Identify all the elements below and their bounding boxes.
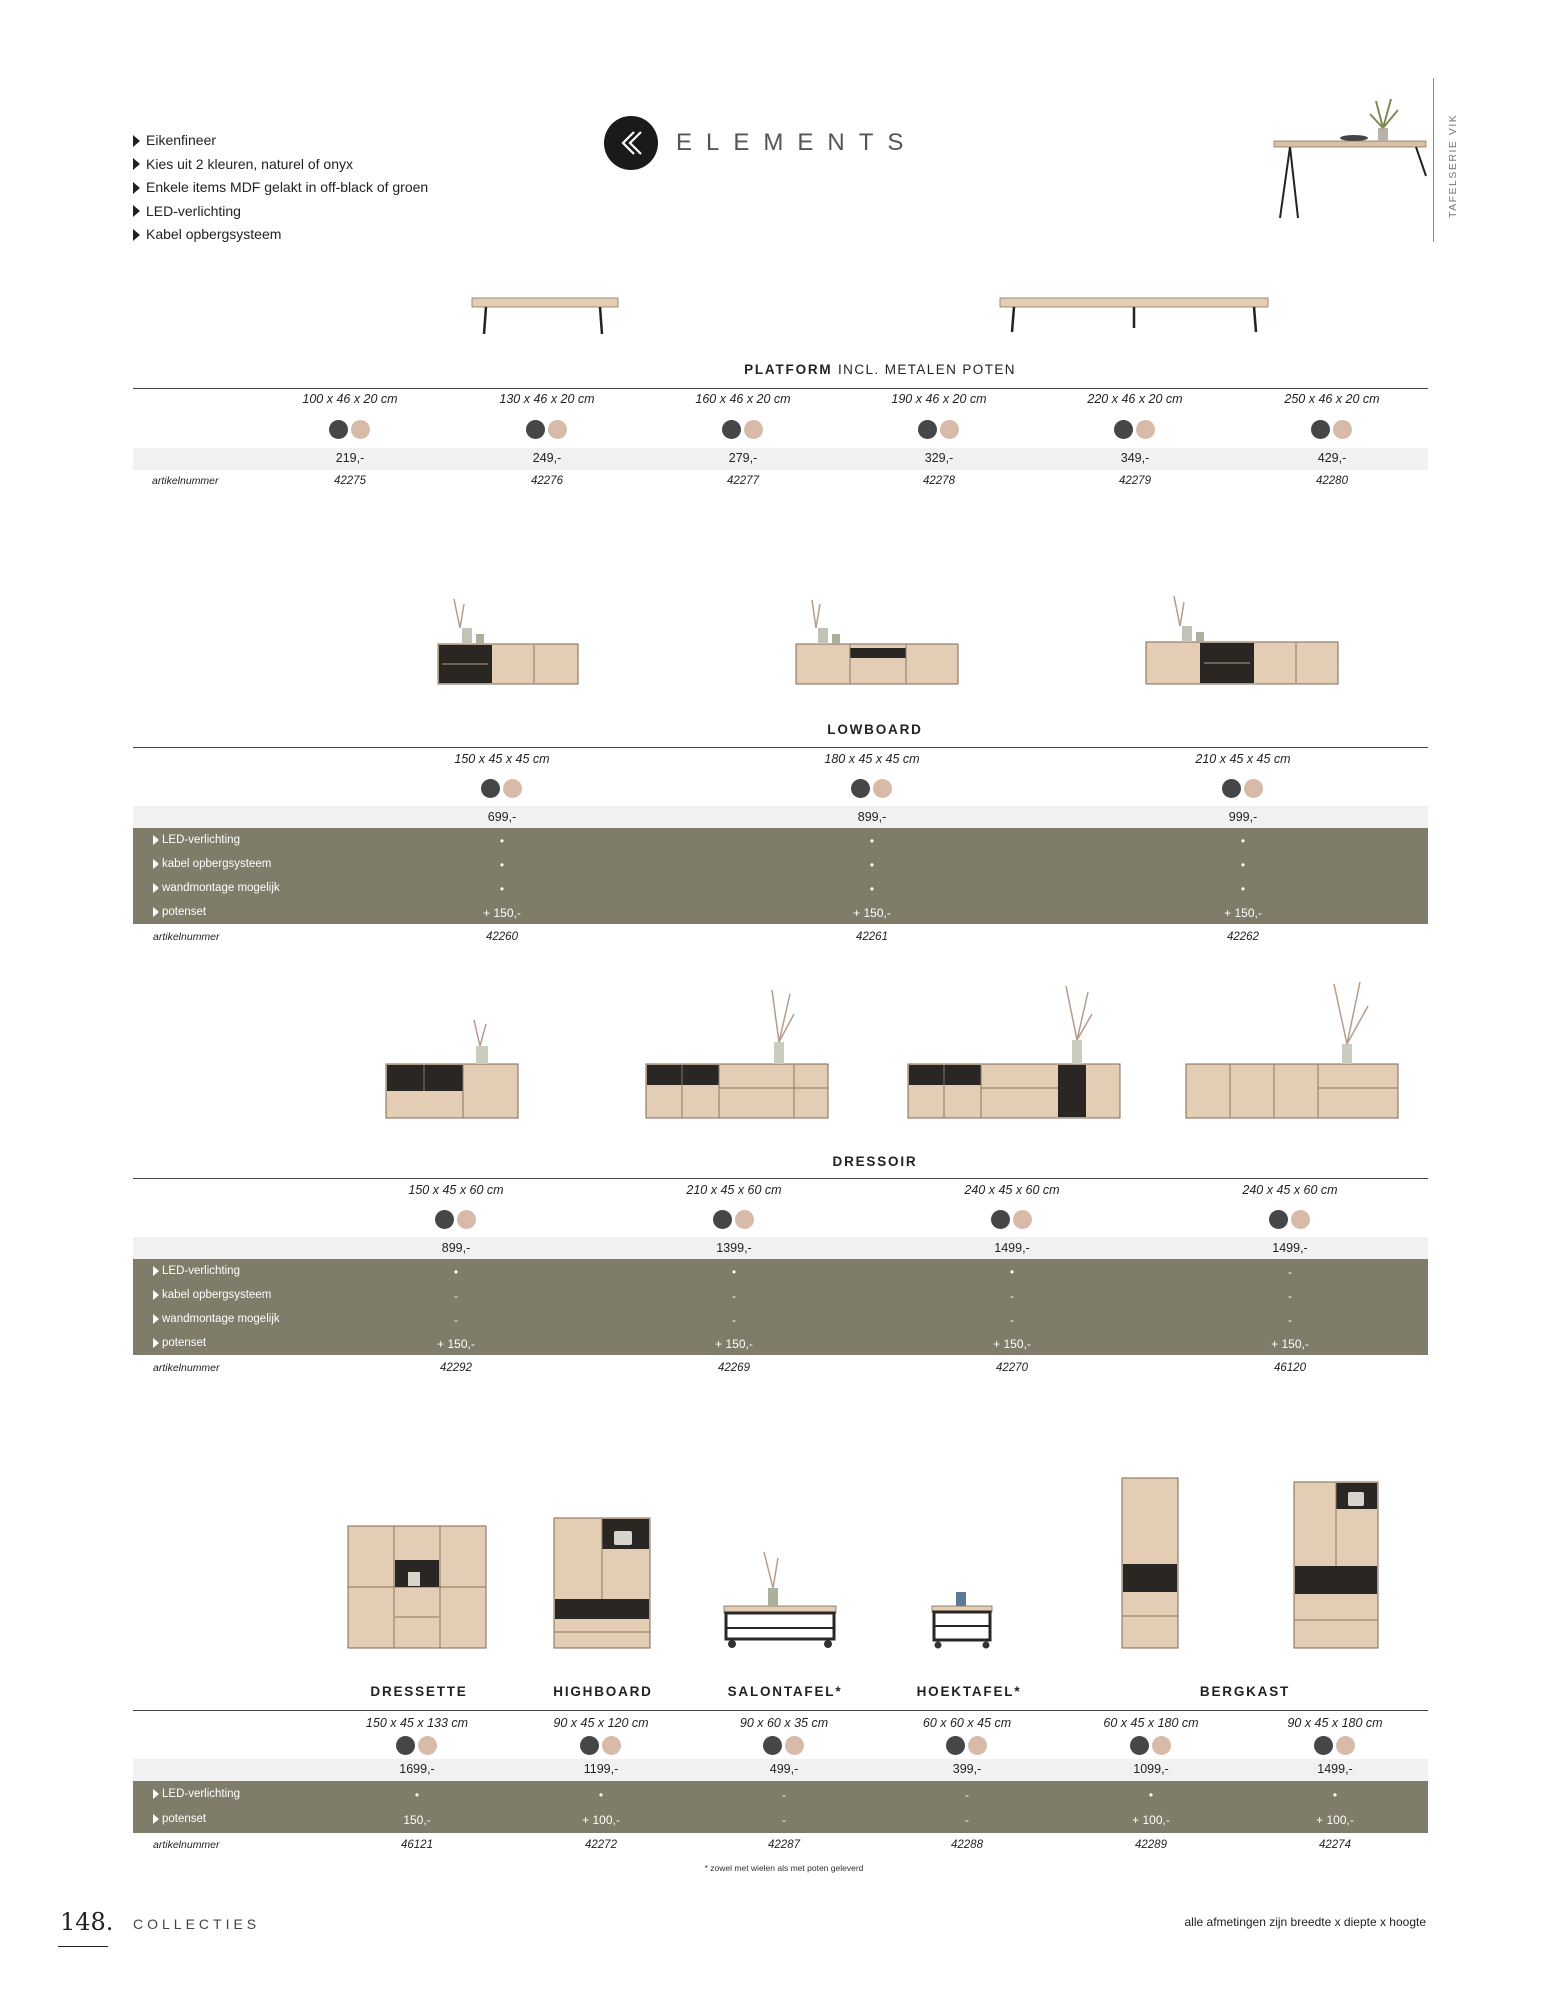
naturel-swatch — [744, 420, 763, 439]
lowboard-150-image — [436, 594, 580, 686]
side-caption: TAFELSERIE VIK — [1447, 113, 1459, 218]
naturel-swatch — [1333, 420, 1352, 439]
article-number: 42277 — [727, 475, 759, 487]
feature-label: kabel opbergsysteem — [153, 1289, 271, 1301]
price: 429,- — [1317, 451, 1347, 465]
color-swatches — [1130, 1736, 1171, 1755]
triangle-bullet-icon — [153, 1789, 159, 1799]
feature-list — [133, 129, 428, 247]
article-number: 42289 — [1135, 1839, 1167, 1851]
color-swatches — [991, 1210, 1032, 1229]
dimension: 90 x 60 x 35 cm — [739, 1716, 829, 1730]
onyx-swatch — [1311, 420, 1330, 439]
price: 1499,- — [994, 1241, 1030, 1255]
article-number-label: artikelnummer — [153, 931, 220, 943]
dimension: 150 x 45 x 45 cm — [454, 752, 550, 766]
article-number: 42279 — [1119, 475, 1151, 487]
article-number: 42272 — [585, 1839, 617, 1851]
article-number: 42280 — [1316, 475, 1348, 487]
table-vik-image — [1266, 96, 1432, 224]
dimension: 150 x 45 x 60 cm — [408, 1183, 504, 1197]
feature-value: • — [1240, 858, 1246, 872]
feature-value: • — [414, 1788, 420, 1802]
feature-value: - — [782, 1813, 786, 1827]
naturel-swatch — [940, 420, 959, 439]
naturel-swatch — [785, 1736, 804, 1755]
onyx-swatch — [526, 420, 545, 439]
article-number: 42269 — [718, 1362, 750, 1374]
price: 699,- — [487, 810, 517, 824]
feature-value: + 100,- — [1132, 1813, 1170, 1827]
highboard-image — [552, 1516, 652, 1650]
price: 1499,- — [1272, 1241, 1308, 1255]
onyx-swatch — [918, 420, 937, 439]
triangle-bullet-icon — [153, 1814, 159, 1824]
price: 1199,- — [583, 1762, 619, 1776]
hoektafel-title: HOEKTAFEL* — [916, 1684, 1022, 1699]
price: 1399,- — [716, 1241, 752, 1255]
triangle-bullet-icon — [133, 158, 140, 170]
naturel-swatch — [1136, 420, 1155, 439]
section-name: COLLECTIES — [133, 1916, 261, 1932]
article-number-label: artikelnummer — [153, 1839, 220, 1851]
onyx-swatch — [851, 779, 870, 798]
dressoir-240-image — [906, 984, 1122, 1120]
color-swatches — [329, 420, 370, 439]
feature-value: + 150,- — [993, 1337, 1031, 1351]
salontafel-image — [722, 1548, 838, 1652]
bergkast-title: BERGKAST — [1199, 1684, 1291, 1699]
salontafel-title: SALONTAFEL* — [727, 1684, 843, 1699]
color-swatches — [396, 1736, 437, 1755]
dimension: 60 x 45 x 180 cm — [1103, 1716, 1199, 1730]
feature-value: - — [1288, 1289, 1292, 1303]
feature-value: + 150,- — [853, 906, 891, 920]
feature-value: • — [499, 858, 505, 872]
feature-value: + 150,- — [1271, 1337, 1309, 1351]
price: 279,- — [728, 451, 758, 465]
highboard-title: HIGHBOARD — [553, 1684, 653, 1699]
onyx-swatch — [580, 1736, 599, 1755]
color-swatches — [722, 420, 763, 439]
article-number: 42276 — [531, 475, 563, 487]
price: 1099,- — [1133, 1762, 1169, 1776]
color-swatches — [713, 1210, 754, 1229]
article-number-label: artikelnummer — [153, 1362, 220, 1374]
naturel-swatch — [418, 1736, 437, 1755]
hoektafel-image — [930, 1590, 994, 1652]
feature-label: potenset — [153, 1813, 206, 1825]
naturel-swatch — [602, 1736, 621, 1755]
naturel-swatch — [1244, 779, 1263, 798]
color-swatches — [526, 420, 567, 439]
feature-label: kabel opbergsysteem — [153, 858, 271, 870]
footnote: * zowel met wielen als met poten geleverd — [704, 1863, 864, 1873]
onyx-swatch — [946, 1736, 965, 1755]
feature-value: - — [965, 1788, 969, 1802]
feature-value: + 100,- — [582, 1813, 620, 1827]
triangle-bullet-icon — [153, 1338, 159, 1348]
feature-value: - — [1288, 1265, 1292, 1279]
price: 349,- — [1120, 451, 1150, 465]
triangle-bullet-icon — [153, 1266, 159, 1276]
feature-value: • — [869, 834, 875, 848]
dressoir-150-image — [384, 1018, 520, 1120]
article-number: 42287 — [768, 1839, 800, 1851]
dressoir-title: DRESSOIR — [832, 1154, 918, 1169]
color-swatches — [481, 779, 522, 798]
feature-label: LED-verlichting — [153, 1265, 240, 1277]
dimension: 240 x 45 x 60 cm — [964, 1183, 1060, 1197]
color-swatches — [851, 779, 892, 798]
triangle-bullet-icon — [133, 135, 140, 147]
dimension: 180 x 45 x 45 cm — [824, 752, 920, 766]
article-number: 42260 — [486, 931, 518, 943]
triangle-bullet-icon — [133, 182, 140, 194]
article-number: 42261 — [856, 931, 888, 943]
dimension: 160 x 46 x 20 cm — [695, 392, 791, 406]
onyx-swatch — [722, 420, 741, 439]
collection-name: ELEMENTS — [676, 129, 918, 156]
platform-title: PLATFORM INCL. METALEN POTEN — [744, 362, 1016, 377]
color-swatches — [1114, 420, 1155, 439]
onyx-swatch — [991, 1210, 1010, 1229]
price: 1699,- — [399, 1762, 435, 1776]
naturel-swatch — [1336, 1736, 1355, 1755]
feature-value: • — [499, 882, 505, 896]
onyx-swatch — [1114, 420, 1133, 439]
platform-short-image — [470, 296, 620, 340]
naturel-swatch — [351, 420, 370, 439]
triangle-bullet-icon — [153, 859, 159, 869]
dimension: 190 x 46 x 20 cm — [891, 392, 987, 406]
price: 249,- — [532, 451, 562, 465]
onyx-swatch — [1130, 1736, 1149, 1755]
naturel-swatch — [503, 779, 522, 798]
triangle-bullet-icon — [153, 835, 159, 845]
onyx-swatch — [713, 1210, 732, 1229]
article-number: 42275 — [334, 475, 366, 487]
dressette-image — [346, 1524, 488, 1650]
feature-value: + 150,- — [483, 906, 521, 920]
dimension: 210 x 45 x 45 cm — [1195, 752, 1291, 766]
feature-value: - — [732, 1313, 736, 1327]
feature-value: - — [454, 1313, 458, 1327]
price: 399,- — [952, 1762, 982, 1776]
color-swatches — [580, 1736, 621, 1755]
feature-value: • — [1148, 1788, 1154, 1802]
dimension: 60 x 60 x 45 cm — [922, 1716, 1012, 1730]
page-number: 148. — [60, 1908, 114, 1936]
feature-item: Kies uit 2 kleuren, naturel of onyx — [133, 153, 428, 177]
price: 1499,- — [1317, 1762, 1353, 1776]
article-number: 46120 — [1274, 1362, 1306, 1374]
dressoir-210-image — [644, 988, 830, 1120]
feature-value: • — [499, 834, 505, 848]
article-number: 46121 — [401, 1839, 433, 1851]
feature-value: • — [731, 1265, 737, 1279]
feature-label: LED-verlichting — [153, 1788, 240, 1800]
feature-item: Kabel opbergsysteem — [133, 223, 428, 247]
feature-label: wandmontage mogelijk — [153, 1313, 280, 1325]
dimension: 90 x 45 x 120 cm — [553, 1716, 649, 1730]
price: 219,- — [335, 451, 365, 465]
onyx-swatch — [1269, 1210, 1288, 1229]
naturel-swatch — [735, 1210, 754, 1229]
feature-value: + 150,- — [715, 1337, 753, 1351]
naturel-swatch — [1152, 1736, 1171, 1755]
feature-value: + 100,- — [1316, 1813, 1354, 1827]
color-swatches — [1314, 1736, 1355, 1755]
color-swatches — [1311, 420, 1352, 439]
naturel-swatch — [1013, 1210, 1032, 1229]
divider — [1433, 78, 1434, 242]
lowboard-180-image — [794, 596, 960, 686]
feature-item: Eikenfineer — [133, 129, 428, 153]
triangle-bullet-icon — [133, 205, 140, 217]
bergkast-60-image — [1120, 1476, 1180, 1650]
lowboard-210-image — [1144, 592, 1340, 686]
onyx-swatch — [329, 420, 348, 439]
onyx-swatch — [481, 779, 500, 798]
dimension: 250 x 46 x 20 cm — [1284, 392, 1380, 406]
dimension: 240 x 45 x 60 cm — [1242, 1183, 1338, 1197]
price: 329,- — [924, 451, 954, 465]
article-number-label: artikelnummer — [152, 475, 219, 487]
feature-label: potenset — [153, 906, 206, 918]
feature-value: - — [732, 1289, 736, 1303]
table-rule — [133, 1178, 1428, 1179]
table-rule — [133, 388, 1428, 389]
feature-value: + 150,- — [1224, 906, 1262, 920]
collection-logo-icon — [604, 116, 658, 170]
feature-item: Enkele items MDF gelakt in off-black of groen — [133, 176, 428, 200]
feature-label: potenset — [153, 1337, 206, 1349]
onyx-swatch — [763, 1736, 782, 1755]
triangle-bullet-icon — [133, 229, 140, 241]
dimension: 130 x 46 x 20 cm — [499, 392, 595, 406]
feature-value: - — [1010, 1313, 1014, 1327]
article-number: 42278 — [923, 475, 955, 487]
triangle-bullet-icon — [153, 1290, 159, 1300]
naturel-swatch — [968, 1736, 987, 1755]
dressoir-240-closed-image — [1184, 980, 1400, 1120]
feature-value: - — [1288, 1313, 1292, 1327]
onyx-swatch — [1314, 1736, 1333, 1755]
table-rule — [133, 1710, 1428, 1711]
dimension: 220 x 46 x 20 cm — [1087, 392, 1183, 406]
feature-value: • — [869, 882, 875, 896]
feature-value: - — [965, 1813, 969, 1827]
feature-value: • — [1332, 1788, 1338, 1802]
dimension: 100 x 46 x 20 cm — [302, 392, 398, 406]
bergkast-90-image — [1292, 1480, 1380, 1650]
dimension: 210 x 45 x 60 cm — [686, 1183, 782, 1197]
naturel-swatch — [548, 420, 567, 439]
color-swatches — [435, 1210, 476, 1229]
color-swatches — [946, 1736, 987, 1755]
lowboard-title: LOWBOARD — [827, 722, 923, 737]
article-number: 42274 — [1319, 1839, 1351, 1851]
dimension: 150 x 45 x 133 cm — [365, 1716, 469, 1730]
price: 899,- — [857, 810, 887, 824]
onyx-swatch — [435, 1210, 454, 1229]
color-swatches — [1222, 779, 1263, 798]
article-number: 42262 — [1227, 931, 1259, 943]
feature-value: • — [869, 858, 875, 872]
feature-label: LED-verlichting — [153, 834, 240, 846]
onyx-swatch — [396, 1736, 415, 1755]
triangle-bullet-icon — [153, 1314, 159, 1324]
dimension: 90 x 45 x 180 cm — [1287, 1716, 1383, 1730]
divider — [58, 1946, 108, 1947]
color-swatches — [1269, 1210, 1310, 1229]
dressette-title: DRESSETTE — [370, 1684, 468, 1699]
color-swatches — [918, 420, 959, 439]
feature-value: - — [782, 1788, 786, 1802]
feature-value: • — [1009, 1265, 1015, 1279]
onyx-swatch — [1222, 779, 1241, 798]
feature-value: + 150,- — [437, 1337, 475, 1351]
article-number: 42270 — [996, 1362, 1028, 1374]
feature-item: LED-verlichting — [133, 200, 428, 224]
price: 499,- — [769, 1762, 799, 1776]
naturel-swatch — [873, 779, 892, 798]
feature-value: • — [453, 1265, 459, 1279]
naturel-swatch — [457, 1210, 476, 1229]
price: 899,- — [441, 1241, 471, 1255]
dimensions-note: alle afmetingen zijn breedte x diepte x hoogte — [1184, 1915, 1426, 1929]
feature-value: • — [1240, 882, 1246, 896]
article-number: 42292 — [440, 1362, 472, 1374]
naturel-swatch — [1291, 1210, 1310, 1229]
feature-label: wandmontage mogelijk — [153, 882, 280, 894]
feature-value: 150,- — [403, 1813, 431, 1827]
color-swatches — [763, 1736, 804, 1755]
triangle-bullet-icon — [153, 907, 159, 917]
feature-value: - — [454, 1289, 458, 1303]
article-number: 42288 — [951, 1839, 983, 1851]
feature-value: - — [1010, 1289, 1014, 1303]
feature-value: • — [598, 1788, 604, 1802]
triangle-bullet-icon — [153, 883, 159, 893]
feature-value: • — [1240, 834, 1246, 848]
platform-long-image — [998, 296, 1270, 340]
table-rule — [133, 747, 1428, 748]
price: 999,- — [1228, 810, 1258, 824]
